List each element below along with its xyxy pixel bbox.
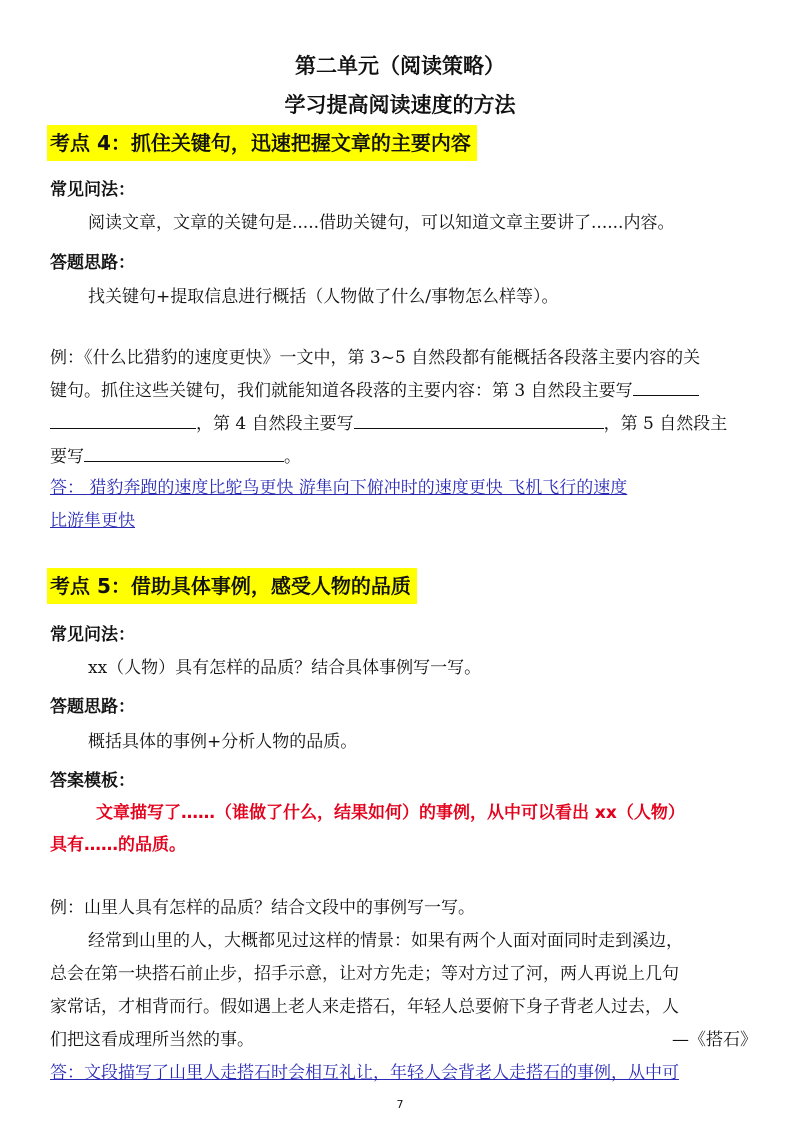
passage-source: —《搭石》 bbox=[672, 1030, 757, 1050]
point4-answer-line-2: 比游隼更快 bbox=[50, 511, 135, 531]
point4-approach-label: 答题思路： bbox=[50, 253, 135, 273]
passage-line-1: 经常到山里的人，大概都见过这样的情景：如果有两个人面对面同时走到溪边， bbox=[88, 931, 683, 951]
point4-common-question-label: 常见问法： bbox=[50, 180, 135, 200]
lesson-title: 学习提高阅读速度的方法 bbox=[284, 93, 516, 117]
unit-title: 第二单元（阅读策略） bbox=[295, 54, 505, 78]
point4-heading: 考点 4：抓住关键句，迅速把握文章的主要内容 bbox=[47, 125, 477, 161]
example-line-4-end: 。 bbox=[284, 447, 301, 467]
page-number: 7 bbox=[396, 1098, 404, 1111]
point5-common-question-label: 常见问法： bbox=[50, 625, 135, 645]
point4-example-line-1: 例：《什么比猎豹的速度更快》一文中，第 3~5 自然段都有能概括各段落主要内容的关 bbox=[50, 348, 701, 368]
point5-heading: 考点 5：借助具体事例，感受人物的品质 bbox=[47, 568, 417, 604]
point5-approach-text: 概括具体的事例+分析人物的品质。 bbox=[88, 732, 358, 752]
answer-blank-2[interactable] bbox=[354, 414, 604, 429]
point5-template-line-2: 具有……的品质。 bbox=[50, 835, 186, 855]
point5-answer-line-1: 答：文段描写了山里人走搭石时会相互礼让，年轻人会背老人走搭石的事例，从中可 bbox=[50, 1063, 679, 1083]
answer-blank-1-start[interactable] bbox=[633, 381, 699, 396]
answer-blank-1-end[interactable] bbox=[50, 414, 196, 429]
example-line-3-mid: ，第 4 自然段主要写 bbox=[196, 414, 354, 434]
point4-answer-line-1: 答： 猎豹奔跑的速度比鸵鸟更快 游隼向下俯冲时的速度更快 飞机飞行的速度 bbox=[50, 478, 628, 498]
point5-common-question-text: xx（人物）具有怎样的品质？结合具体事例写一写。 bbox=[88, 658, 482, 678]
point4-approach-text: 找关键句+提取信息进行概括（人物做了什么/事物怎么样等）。 bbox=[88, 287, 559, 307]
point4-example-line-3 bbox=[50, 409, 727, 434]
point5-approach-label: 答题思路： bbox=[50, 697, 135, 717]
answer-blank-3[interactable] bbox=[84, 447, 284, 462]
example-line-4-text: 要写 bbox=[50, 447, 84, 467]
point5-example-question: 例：山里人具有怎样的品质？结合文段中的事例写一写。 bbox=[50, 898, 475, 918]
example-line-2-text: 键句。抓住这些关键句，我们就能知道各段落的主要内容：第 3 自然段主要写 bbox=[50, 381, 633, 401]
point4-example-line-4 bbox=[50, 442, 301, 467]
passage-line-4: 们把这看成理所当然的事。 bbox=[50, 1030, 254, 1050]
passage-line-2: 总会在第一块搭石前止步，招手示意，让对方先走；等对方过了河，两人再说上几句 bbox=[50, 964, 679, 984]
point4-example-line-2 bbox=[50, 376, 699, 401]
point5-template-line-1: 文章描写了……（谁做了什么，结果如何）的事例，从中可以看出 xx（人物） bbox=[96, 803, 685, 823]
point4-common-question-text: 阅读文章，文章的关键句是.....借助关键句，可以知道文章主要讲了......内容。 bbox=[88, 213, 675, 233]
example-line-3-end: ，第 5 自然段主 bbox=[603, 414, 728, 434]
passage-line-3: 家常话，才相背而行。假如遇上老人来走搭石，年轻人总要俯下身子背老人过去，人 bbox=[50, 997, 679, 1017]
point5-template-label: 答案模板： bbox=[50, 771, 135, 791]
